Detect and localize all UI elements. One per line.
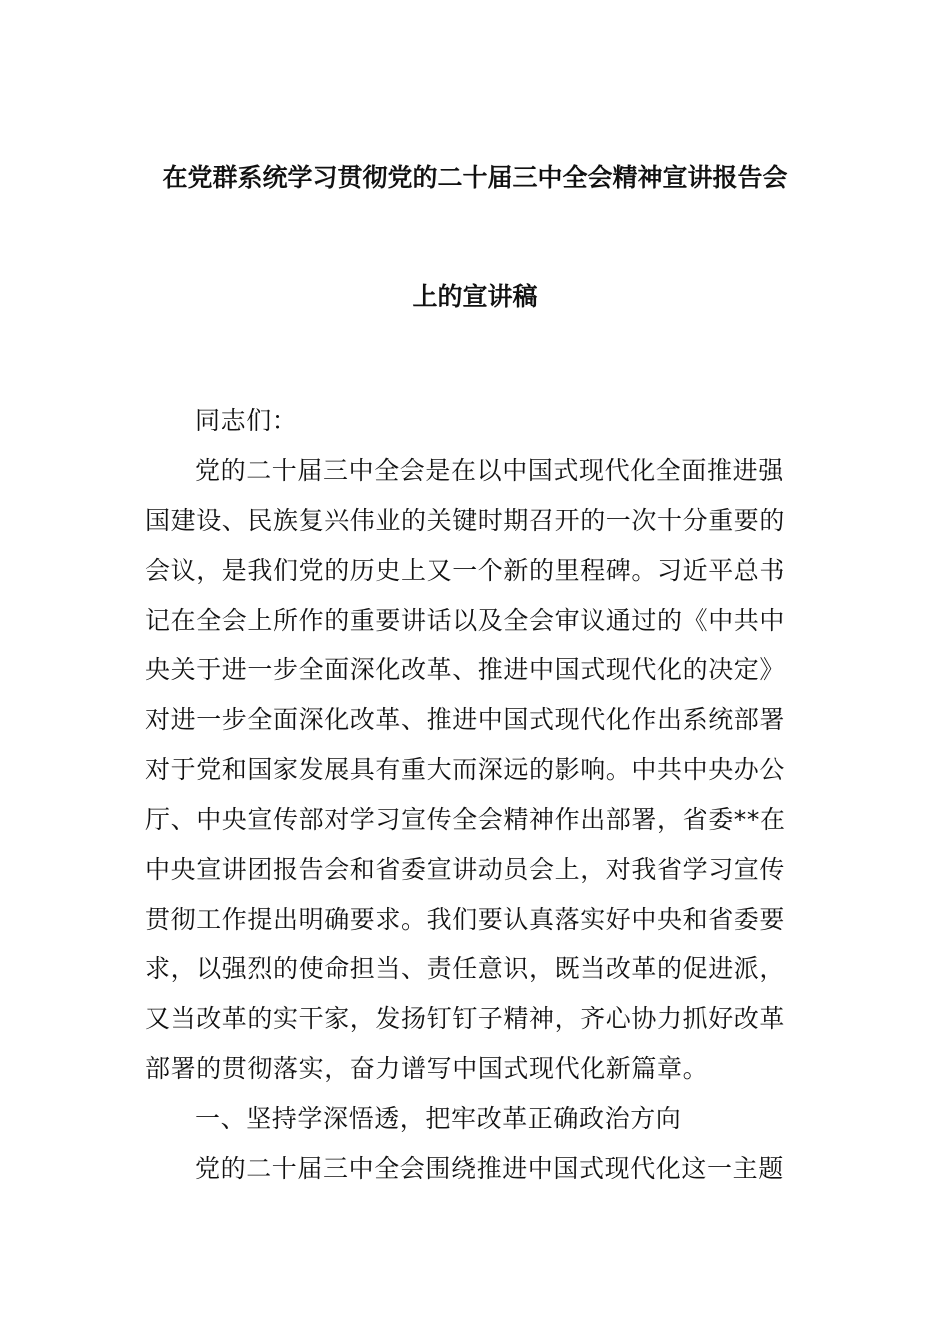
paragraph-1-line: 对进一步全面深化改革、推进中国式现代化作出系统部署	[145, 705, 786, 734]
document-title-line-2: 上的宣讲稿	[412, 282, 538, 311]
paragraph-1-line: 中央宣讲团报告会和省委宣讲动员会上，对我省学习宣传	[145, 855, 786, 884]
paragraph-1-line: 又当改革的实干家，发扬钉钉子精神，齐心协力抓好改革	[145, 1004, 786, 1033]
paragraph-1-line: 国建设、民族复兴伟业的关键时期召开的一次十分重要的	[145, 506, 786, 535]
paragraph-1-line: 贯彻工作提出明确要求。我们要认真落实好中央和省委要	[145, 905, 786, 934]
document-title-line-1: 在党群系统学习贯彻党的二十届三中全会精神宣讲报告会	[162, 163, 788, 192]
paragraph-1-line: 记在全会上所作的重要讲话以及全会审议通过的《中共中	[145, 606, 786, 635]
paragraph-1-line: 厅、中央宣传部对学习宣传全会精神作出部署，省委**在	[145, 805, 786, 834]
paragraph-1-line: 求，以强烈的使命担当、责任意识，既当改革的促进派，	[145, 954, 786, 983]
paragraph-1-line: 央关于进一步全面深化改革、推进中国式现代化的决定》	[145, 655, 786, 684]
salutation: 同志们：	[195, 406, 298, 435]
paragraph-1-line: 对于党和国家发展具有重大而深远的影响。中共中央办公	[145, 755, 786, 784]
paragraph-1-line: 党的二十届三中全会是在以中国式现代化全面推进强	[195, 456, 784, 485]
paragraph-1-line: 部署的贯彻落实，奋力谱写中国式现代化新篇章。	[145, 1054, 709, 1083]
paragraph-2-line: 党的二十届三中全会围绕推进中国式现代化这一主题	[195, 1154, 784, 1183]
paragraph-1-line: 会议，是我们党的历史上又一个新的里程碑。习近平总书	[145, 556, 786, 585]
section-1-heading: 一、坚持学深悟透，把牢改革正确政治方向	[195, 1104, 682, 1133]
